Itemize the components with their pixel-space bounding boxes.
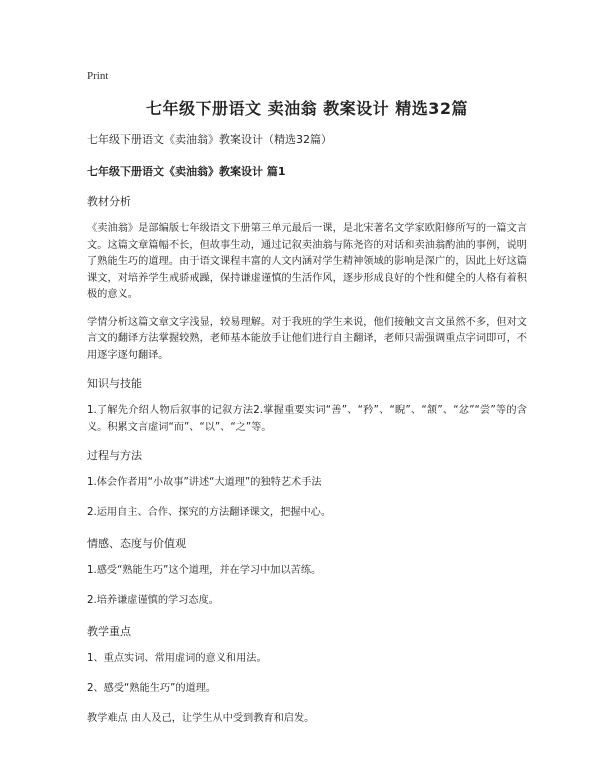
section-heading: 七年级下册语文《卖油翁》教案设计 篇1 <box>87 165 286 178</box>
emotion-item: 1.感受“熟能生巧”这个道理，并在学习中加以苦练。 <box>87 565 322 576</box>
key-points-label: 教学重点 <box>87 625 131 638</box>
document-page <box>87 70 527 741</box>
process-item: 2.运用自主、合作、探究的方法翻译课文，把握中心。 <box>87 507 332 518</box>
student-analysis-text: 学情分析这篇文章文字浅显，较易理解。对于我班的学生来说，他们接触文言文虽然不多，但对文言文的翻译方法掌握较熟，老师基本能放手让他们进行自主翻译，老师只需强调重点字词即可，不用逐字逐句翻译。 <box>87 316 527 361</box>
document-title: 七年级下册语文 卖油翁 教案设计 精选32篇 <box>146 99 468 118</box>
material-analysis-label: 教材分析 <box>87 195 131 208</box>
material-analysis-text: 《卖油翁》是部编版七年级语文下册第三单元最后一课，是北宋著名文学家欧阳修所写的一篇文言文。这篇文章篇幅不长，但故事生动，通过记叙卖油翁与陈尧咨的对话和卖油翁酌油的事例，说明了熟能生巧的道理。由于语文课程丰富的人文内涵对学生精神领域的影响是深广的，因此上好这篇课文，对培养学生戒骄戒躁，保持谦虚谨慎的生活作风，逐步形成良好的个性和健全的人格有着积极的意义。 <box>87 223 527 300</box>
difficulty-text: 教学难点 由人及己，让学生从中受到教育和启发。 <box>87 713 315 724</box>
document-subtitle: 七年级下册语文《卖油翁》教案设计（精选32篇） <box>87 133 332 146</box>
knowledge-label: 知识与技能 <box>87 377 142 390</box>
emotion-item: 2.培养谦虚谨慎的学习态度。 <box>87 595 219 606</box>
process-item: 1.体会作者用“小故事”讲述“大道理”的独特艺术手法 <box>87 477 322 488</box>
key-point-item: 1、重点实词、常用虚词的意义和用法。 <box>87 653 267 664</box>
print-label[interactable]: Print <box>87 70 109 82</box>
knowledge-text: 1.了解先介绍人物后叙事的记叙方法2.掌握重要实词“善”、“矜”、“睨”、“颔”、“忿”“尝”等的含义。积累文言虚词“而”、“以”、“之”等。 <box>87 405 527 433</box>
process-label: 过程与方法 <box>87 449 142 462</box>
key-point-item: 2、感受“熟能生巧”的道理。 <box>87 683 217 694</box>
emotion-label: 情感、态度与价值观 <box>87 537 186 550</box>
